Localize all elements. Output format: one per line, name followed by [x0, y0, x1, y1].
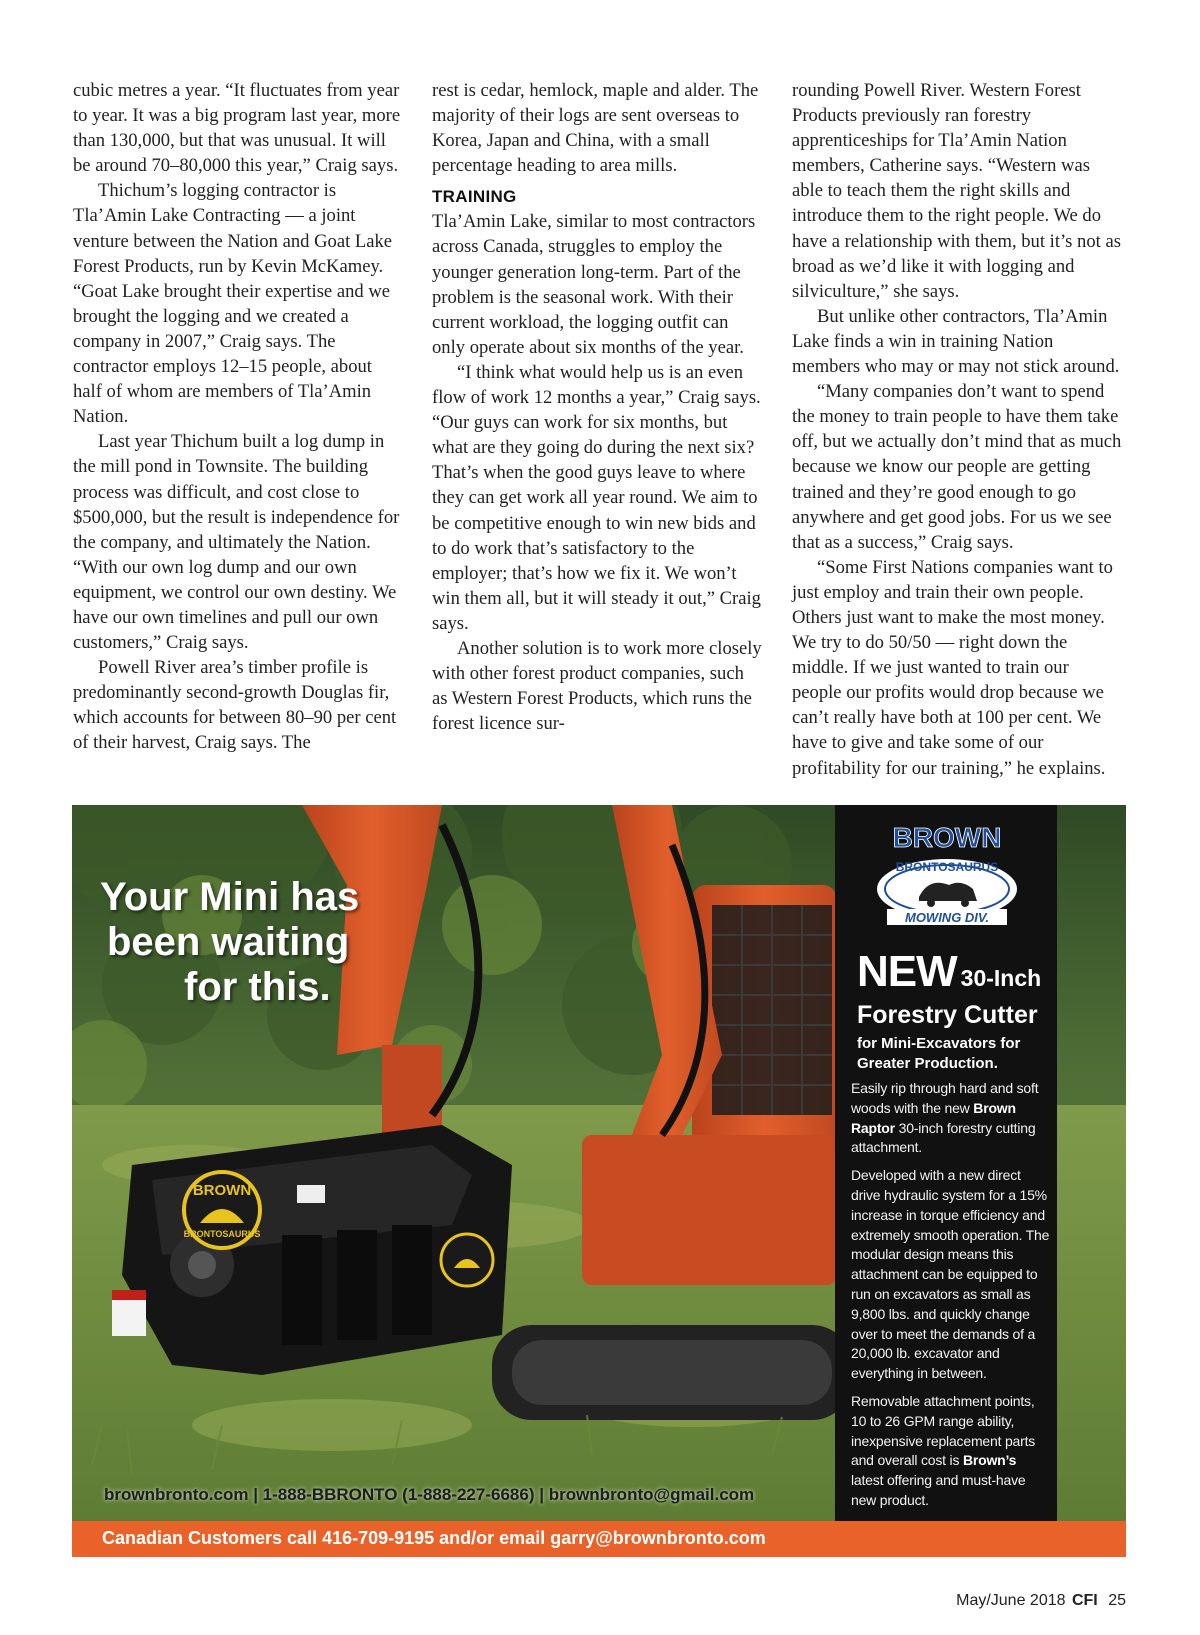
article-column-1 — [73, 78, 403, 756]
product-description — [851, 1079, 1051, 1519]
paragraph: Tla’Amin Lake, similar to most contractors across Canada, struggles to employ the younger generation long-term. Part of the problem is the seasonal work. With their current workload, the logging outfit can only operate about six months of the year. — [432, 211, 756, 358]
attachment-arc-label: BRONTOSAURUS — [183, 1229, 261, 1239]
brown-brontosaurus-logo — [857, 819, 1037, 927]
ad-product-panel — [835, 805, 1057, 1521]
ad-headline-line: Your Mini has — [100, 875, 360, 919]
logo-brand-text: BROWN — [892, 822, 1002, 853]
logo-division-text: MOWING DIV. — [904, 910, 990, 925]
article-column-3 — [792, 78, 1122, 781]
ad-headline-line: for this. — [184, 965, 331, 1009]
paragraph: rest is cedar, hemlock, maple and alder. The majority of their logs are sent overseas to Korea, Japan and China, with a small percentage heading to area mills. — [432, 80, 759, 177]
size-label: 30-Inch — [960, 965, 1042, 991]
advertisement[interactable] — [72, 805, 1126, 1557]
paragraph: rounding Powell River. Western Forest Products previously ran forestry apprenticeships for Tla’Amin Nation members, Catherine says. “Western was able to teach them the right skills and introduce them to the right people. We do have a relationship with them, but it’s not as broad as we’d like it with logging and silviculture,” she says. — [792, 80, 1121, 302]
canadian-customers-text[interactable]: Canadian Customers call 416-709-9195 and/or email garry@brownbronto.com — [102, 1528, 766, 1548]
product-title: Forestry Cutter — [857, 1001, 1038, 1029]
paragraph: Last year Thichum built a log dump in the mill pond in Townsite. The building process was difficult, and cost close to $500,000, but the result is independence for the company, and ultimately the Nation. “With our own log dump and our own equipment, we control our own destiny. We have our own timelines and pull our own customers,” Craig says. — [73, 431, 400, 654]
ad-headline — [100, 875, 400, 1010]
new-product-badge — [857, 947, 1041, 997]
paragraph: Another solution is to work more closely with other forest product companies, such as Western Forest Products, which runs the forest licence sur- — [432, 637, 762, 735]
description-paragraph: Removable attachment points, 10 to 26 GPM range ability, inexpensive replacement parts and overall cost is Brown’s latest offering and must-have new product. — [851, 1392, 1036, 1508]
issue-date: May/June 2018 — [956, 1592, 1066, 1609]
paragraph: “I think what would help us is an even flow of work 12 months a year,” Craig says. “Our guys can work for six months, but what are they going do during the next six? That’s when the good guys leave to where they can get work all year round. We aim to be competitive enough to win new bids and to do work that’s satisfactory to the employer; that’s how we fix it. We won’t win them all, but it will steady it out,” Craig says. — [432, 361, 761, 634]
ad-headline-line: been waiting — [107, 920, 350, 964]
logo-arc-text: BRONTOSAURUS — [895, 860, 999, 874]
ad-contact-line[interactable]: brownbronto.com | 1-888-BBRONTO (1-888-227-6686) | brownbronto@gmail.com — [104, 1485, 755, 1504]
description-paragraph: Developed with a new direct drive hydraulic system for a 15% increase in torque efficiency and extremely smooth operation. The modular design means this attachment can be equipped to run on excavators as small as 9,800 lbs. and quickly change over to meet the demands of a 20,000 lb. excavator and everything in between. — [851, 1167, 1050, 1382]
paragraph: Powell River area’s timber profile is predominantly second-growth Douglas fir, which accounts for between 80–90 per cent of their harvest, Craig says. The — [73, 657, 397, 754]
paragraph: But unlike other contractors, Tla’Amin Lake finds a win in training Nation members who may or may not stick around. — [792, 305, 1120, 378]
paragraph: cubic metres a year. “It fluctuates from year to year. It was a big program last year, more than 130,000, but that was unusual. It will be around 70–80,000 this year,” Craig says. — [73, 80, 401, 177]
attachment-brand-label: BROWN — [192, 1182, 252, 1199]
paragraph: Thichum’s logging contractor is Tla’Amin Lake Contracting — a joint venture between the Nation and Goat Lake Forest Products, run by Kevin McKamey. “Goat Lake brought their expertise and we brought the logging and we created a company in 2007,” Craig says. The contractor employs 12–15 people, about half of whom are members of Tla’Amin Nation. — [73, 180, 393, 428]
paragraph: “Some First Nations companies want to just employ and train their own people. Others just want to make the most money. We try to do 50/50 — right down the middle. If we just wanted to train our people our profits would drop because we can’t really have both at 100 per cent. We have to give and take some of our profitability for our training,” he explains. — [792, 556, 1113, 779]
new-label: NEW — [857, 947, 957, 996]
page-folio — [956, 1592, 1126, 1610]
product-subtitle: for Mini-Excavators for Greater Production. — [857, 1035, 1021, 1072]
ad-footer-band — [72, 1521, 1126, 1557]
section-heading: TRAINING — [432, 187, 517, 207]
article-column-2 — [432, 78, 762, 736]
paragraph: “Many companies don’t want to spend the money to train people to have them take off, but we actually don’t mind that as much because we know our people are getting trained and they’re good enough to go anywhere and get good jobs. For us we see that as a success,” Craig says. — [792, 381, 1122, 553]
description-paragraph: Easily rip through hard and soft woods with the new Brown Raptor 30-inch forestry cutting attachment. — [851, 1080, 1039, 1156]
magazine-name: CFI — [1071, 1592, 1098, 1609]
page-number: 25 — [1108, 1592, 1126, 1609]
